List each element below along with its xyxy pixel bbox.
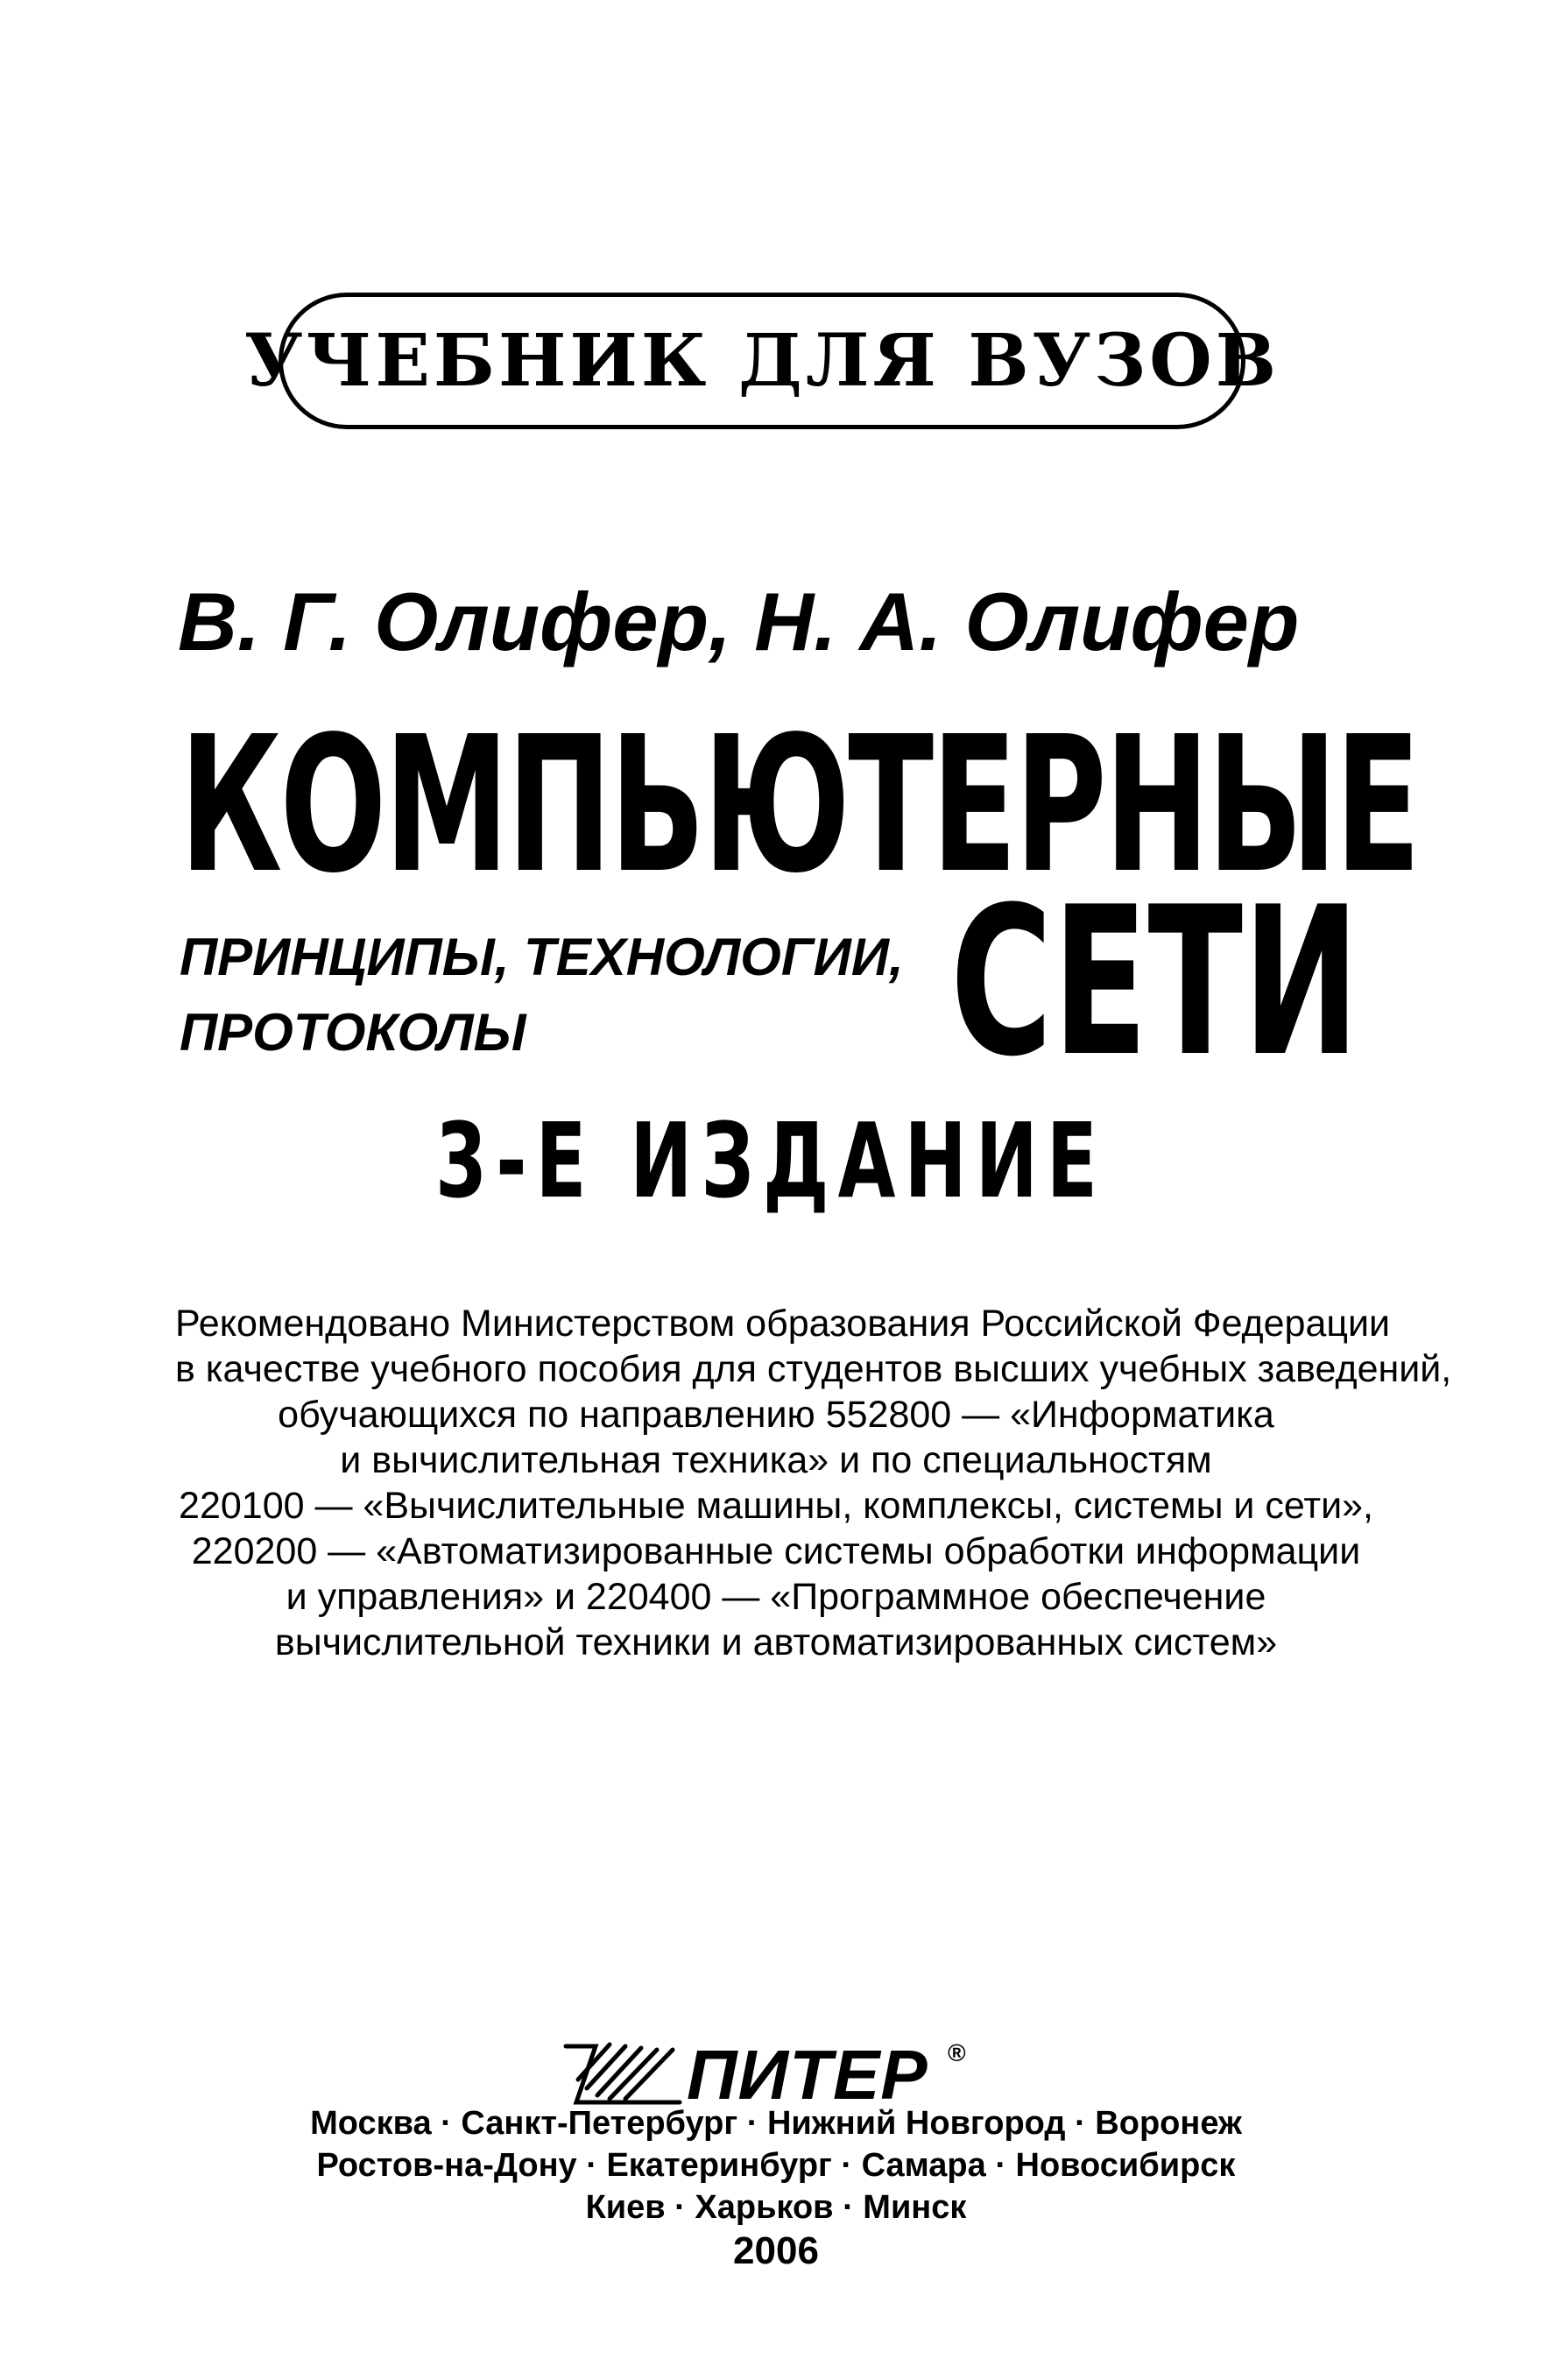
book-title-line1: КОМПЬЮТЕРНЫЕ	[180, 696, 1419, 915]
recommendation-line: обучающихся по направлению 552800 — «Информатика	[278, 1394, 1274, 1436]
authors: В. Г. Олифер, Н. А. Олифер	[178, 576, 1300, 667]
book-title-line2: СЕТИ	[950, 864, 1360, 1102]
recommendation-line: вычислительной техники и автоматизированных систем»	[274, 1621, 1278, 1663]
subtitle-line2: ПРОТОКОЛЫ	[180, 1003, 526, 1062]
cities-line: Киев · Харьков · Минск	[585, 2189, 967, 2226]
registered-mark: ®	[948, 2039, 966, 2066]
series-label: УЧЕБНИК ДЛЯ ВУЗОВ	[243, 319, 1280, 403]
edition-label: 3-Е ИЗДАНИЕ	[435, 1100, 1107, 1221]
publisher-name: ПИТЕР	[687, 2036, 928, 2114]
recommendation-line: и управления» и 220400 — «Программное обеспечение	[286, 1576, 1266, 1618]
cities-line: Ростов-на-Дону · Екатеринбург · Самара · Новосибирск	[316, 2147, 1236, 2184]
cities-line: Москва · Санкт-Петербург · Нижний Новгород · Воронеж	[310, 2105, 1242, 2142]
subtitle-line1: ПРИНЦИПЫ, ТЕХНОЛОГИИ,	[180, 928, 904, 986]
recommendation-line: в качестве учебного пособия для студентов высших учебных заведений,	[175, 1348, 1452, 1390]
recommendation-line: Рекомендовано Министерством образования Российской Федерации	[175, 1303, 1391, 1345]
series-badge	[243, 293, 1280, 429]
publication-year: 2006	[733, 2229, 819, 2272]
book-subtitle	[180, 920, 933, 1070]
publisher-cities	[175, 2102, 1377, 2228]
recommendation-line: и вычислительная техника» и по специальностям	[340, 1439, 1212, 1481]
recommendation-line: 220100 — «Вычислительные машины, комплексы, системы и сети»,	[179, 1485, 1373, 1527]
ministry-recommendation	[175, 1301, 1452, 1665]
recommendation-line: 220200 — «Автоматизированные системы обработки информации	[191, 1530, 1361, 1572]
piter-logo-icon	[557, 2036, 688, 2113]
